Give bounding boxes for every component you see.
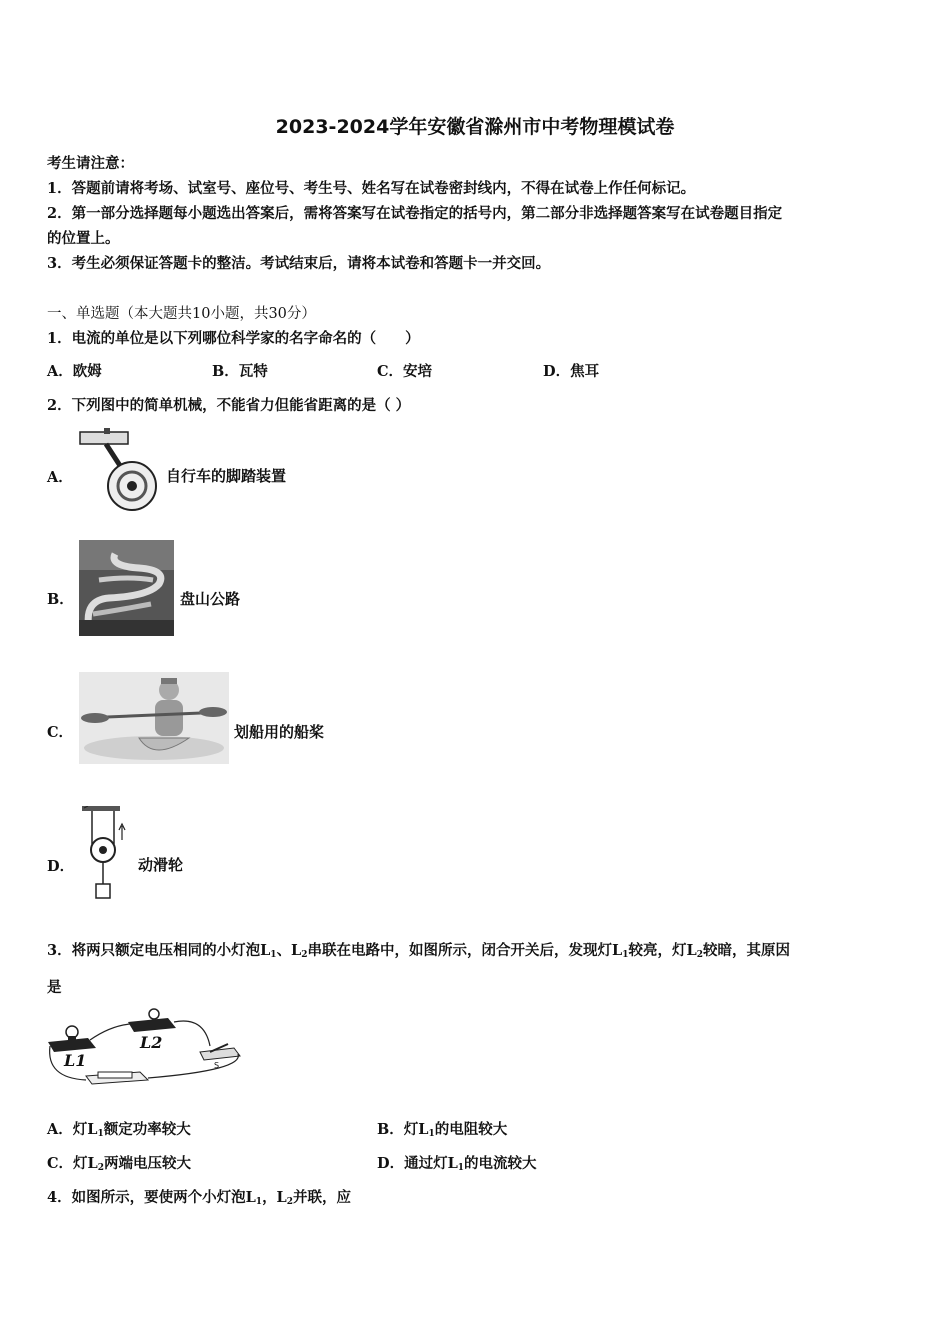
q2-option-c-caption: 划船用的船桨 [234, 723, 325, 741]
q1-option-b: B．瓦特 [212, 363, 268, 380]
q3-stem: 3．将两只额定电压相同的小灯泡$L_1$、$L_2$串联在电路中，如图所示，闭合开关后，发现灯$L_1$较亮，灯$L_2$较暗，其原因 [47, 942, 790, 960]
bicycle-pedal-figure [78, 428, 164, 512]
q1-option-c: C．安培 [377, 363, 433, 380]
q2-stem: 2．下列图中的简单机械，不能省力但能省距离的是（ ） [47, 397, 411, 414]
q2-option-d-letter: D． [47, 858, 75, 875]
notice-item-1: 1．答题前请将考场、试室号、座位号、考生号、姓名写在试卷密封线内，不得在试卷上作任何标记。 [47, 180, 696, 197]
q2-option-b-letter: B． [47, 591, 74, 608]
q1-option-d: D．焦耳 [543, 363, 600, 380]
l2-label: L2 [140, 1033, 163, 1052]
notice-item-2: 2．第一部分选择题每小题选出答案后，需将答案写在试卷指定的括号内，第二部分非选择题答案写在试卷题目指定 [47, 205, 783, 222]
q2-option-b-caption: 盘山公路 [180, 590, 241, 608]
rowing-paddle-figure [79, 672, 229, 764]
q2-option-a-letter: A． [47, 469, 73, 486]
notice-item-2-cont: 的位置上。 [47, 230, 120, 247]
notice-item-3: 3．考生必须保证答题卡的整洁。考试结束后，请将本试卷和答题卡一并交回。 [47, 255, 551, 272]
l1-label: L1 [64, 1051, 87, 1070]
q3-stem-cont: 是 [47, 979, 62, 996]
q3-option-d: D．通过灯$L_1$的电流较大 [377, 1155, 537, 1173]
exam-title: 2023-2024学年安徽省滁州市中考物理模试卷 [275, 116, 675, 138]
q3-option-c: C．灯$L_2$两端电压较大 [47, 1155, 192, 1173]
q2-option-c-letter: C． [47, 724, 74, 741]
movable-pulley-figure [80, 806, 132, 902]
q2-option-a-caption: 自行车的脚踏装置 [166, 467, 287, 485]
q2-option-d-caption: 动滑轮 [138, 856, 184, 874]
q1-stem: 1．电流的单位是以下列哪位科学家的名字命名的（ ） [47, 330, 420, 347]
mountain-road-figure [79, 540, 174, 636]
q3-option-b: B．灯$L_1$的电阻较大 [377, 1121, 508, 1139]
q3-option-a: A．灯$L_1$额定功率较大 [47, 1121, 191, 1139]
switch-label: S [214, 1061, 220, 1070]
section-heading: 一、单选题（本大题共10小题，共30分） [47, 306, 316, 322]
notice-heading: 考生请注意： [47, 155, 134, 172]
q1-option-a: A．欧姆 [47, 363, 102, 380]
q4-stem: 4．如图所示，要使两个小灯泡$L_1$，$L_2$并联，应 [47, 1189, 352, 1207]
series-circuit-figure [44, 1008, 244, 1090]
